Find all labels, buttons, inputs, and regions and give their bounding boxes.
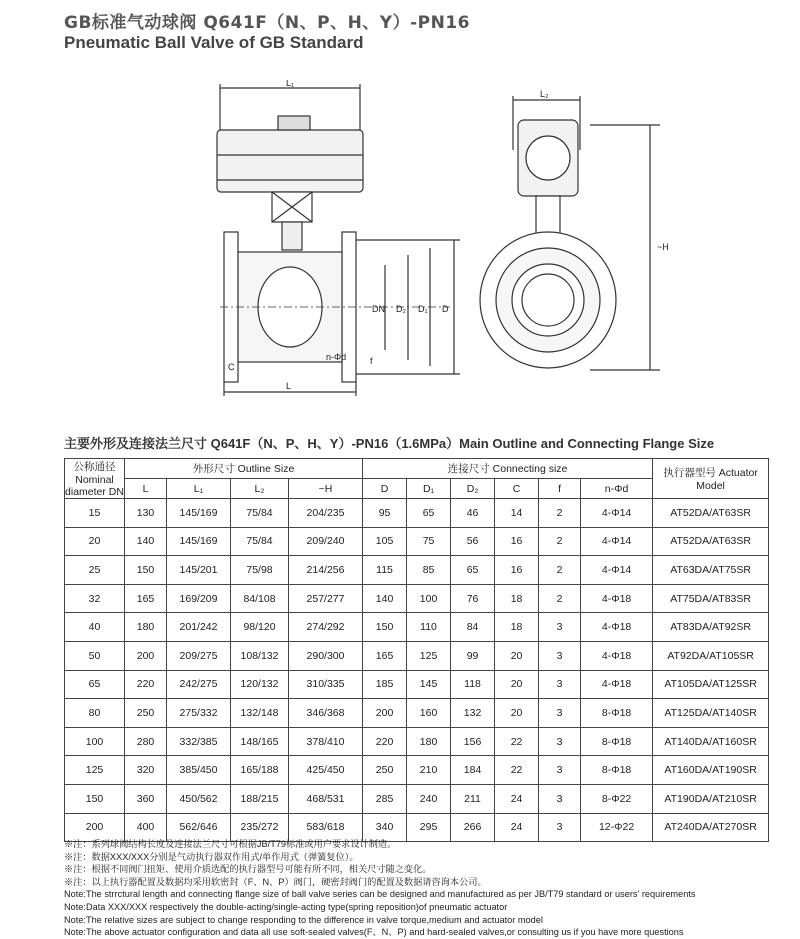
table-cell: 274/292 <box>289 613 363 642</box>
table-cell: AT140DA/AT160SR <box>653 727 769 756</box>
table-cell: 220 <box>363 727 407 756</box>
label-nd: n-Φd <box>326 352 347 362</box>
table-cell: 3 <box>539 670 581 699</box>
table-cell: 201/242 <box>167 613 231 642</box>
table-cell: 160 <box>407 699 451 728</box>
table-cell: 80 <box>65 699 125 728</box>
table-cell: 8-Φ18 <box>581 756 653 785</box>
table-cell: 285 <box>363 784 407 813</box>
note-cn-1: ※注：系列球阀结构长度及连接法兰尺寸可根据JB/T79标准或用户要求设计制造。 <box>64 839 397 849</box>
table-cell: 110 <box>407 613 451 642</box>
table-row <box>65 584 769 613</box>
table-cell: 100 <box>407 584 451 613</box>
label-l2: L₂ <box>540 89 549 99</box>
table-cell: 18 <box>495 584 539 613</box>
col-l1: L₁ <box>167 479 231 499</box>
table-cell: 360 <box>125 784 167 813</box>
table-cell: 378/410 <box>289 727 363 756</box>
table-cell: 2 <box>539 556 581 585</box>
note-cn-2: ※注：数据XXX/XXX分别是气动执行器双作用式/单作用式（弹簧复位）。 <box>64 851 359 862</box>
col-l2: L₂ <box>231 479 289 499</box>
table-cell: 200 <box>363 699 407 728</box>
table-cell: 242/275 <box>167 670 231 699</box>
col-h: ~H <box>289 479 363 499</box>
table-cell: 84 <box>451 613 495 642</box>
table-cell: 125 <box>407 641 451 670</box>
table-row <box>65 527 769 556</box>
table-cell: 24 <box>495 813 539 842</box>
table-cell: 75/84 <box>231 527 289 556</box>
label-l1: L₁ <box>286 80 295 88</box>
table-cell: 108/132 <box>231 641 289 670</box>
col-f: f <box>539 479 581 499</box>
note-en-1: Note:The strrctural length and connecting flange size of ball valve series can be designed and manufactured as per JB/T79 standard or users' requirements <box>64 889 696 900</box>
table-cell: 250 <box>125 699 167 728</box>
table-cell: 250 <box>363 756 407 785</box>
valve-drawing <box>160 80 680 398</box>
note-en-4: Note:The above actuator configuration and data all use soft-sealed valves(F、N、P) and hard-sealed valves,or consulting us if you have more questions <box>64 927 684 938</box>
table-cell: 20 <box>495 641 539 670</box>
table-cell: 209/240 <box>289 527 363 556</box>
table-cell: 132 <box>451 699 495 728</box>
table-cell: 3 <box>539 813 581 842</box>
table-cell: 145/201 <box>167 556 231 585</box>
table-cell: AT92DA/AT105SR <box>653 641 769 670</box>
table-cell: 65 <box>65 670 125 699</box>
table-cell: 400 <box>125 813 167 842</box>
table-row <box>65 699 769 728</box>
table-cell: 310/335 <box>289 670 363 699</box>
table-cell: 275/332 <box>167 699 231 728</box>
table-cell: 3 <box>539 613 581 642</box>
table-cell: 332/385 <box>167 727 231 756</box>
table-cell: 20 <box>65 527 125 556</box>
table-cell: 346/368 <box>289 699 363 728</box>
table-cell: 140 <box>125 527 167 556</box>
table-cell: AT190DA/AT210SR <box>653 784 769 813</box>
header-connecting-size: 连接尺寸 Connecting size <box>363 459 653 479</box>
table-cell: 3 <box>539 727 581 756</box>
table-cell: 165/188 <box>231 756 289 785</box>
table-cell: AT52DA/AT63SR <box>653 527 769 556</box>
col-c: C <box>495 479 539 499</box>
table-cell: 98/120 <box>231 613 289 642</box>
table-cell: 75 <box>407 527 451 556</box>
table-cell: 165 <box>363 641 407 670</box>
actuator-body <box>217 130 363 192</box>
table-cell: 340 <box>363 813 407 842</box>
table-cell: 562/646 <box>167 813 231 842</box>
table-row <box>65 756 769 785</box>
table-cell: 185 <box>363 670 407 699</box>
table-cell: 25 <box>65 556 125 585</box>
table-cell: 209/275 <box>167 641 231 670</box>
table-cell: 450/562 <box>167 784 231 813</box>
table-cell: 22 <box>495 756 539 785</box>
table-cell: 18 <box>495 613 539 642</box>
table-cell: 140 <box>363 584 407 613</box>
table-cell: 40 <box>65 613 125 642</box>
label-d1: D₁ <box>418 304 428 314</box>
table-cell: 95 <box>363 499 407 528</box>
table-cell: AT52DA/AT63SR <box>653 499 769 528</box>
table-cell: 280 <box>125 727 167 756</box>
label-h: ~H <box>657 242 669 252</box>
table-cell: 75/84 <box>231 499 289 528</box>
table-cell: 32 <box>65 584 125 613</box>
table-cell: 200 <box>65 813 125 842</box>
table-cell: 125 <box>65 756 125 785</box>
header-outline-size: 外形尺寸 Outline Size <box>125 459 363 479</box>
table-cell: AT63DA/AT75SR <box>653 556 769 585</box>
table-cell: 2 <box>539 499 581 528</box>
table-cell: AT125DA/AT140SR <box>653 699 769 728</box>
table-cell: 84/108 <box>231 584 289 613</box>
table-cell: 14 <box>495 499 539 528</box>
col-d2: D₂ <box>451 479 495 499</box>
table-cell: 320 <box>125 756 167 785</box>
table-cell: 56 <box>451 527 495 556</box>
table-cell: 132/148 <box>231 699 289 728</box>
label-c: C <box>228 362 235 372</box>
note-cn-3: ※注：根据不同阀门扭矩、使用介质选配的执行器型号可能有所不同，相关尺寸随之变化。 <box>64 864 432 875</box>
table-cell: 50 <box>65 641 125 670</box>
table-row <box>65 613 769 642</box>
table-cell: 65 <box>407 499 451 528</box>
table-cell: 204/235 <box>289 499 363 528</box>
table-row <box>65 641 769 670</box>
table-cell: 4-Φ14 <box>581 527 653 556</box>
table-cell: AT240DA/AT270SR <box>653 813 769 842</box>
table-row <box>65 727 769 756</box>
label-l: L <box>286 381 292 391</box>
table-cell: 12-Φ22 <box>581 813 653 842</box>
header-actuator-model: 执行器型号 Actuator Model <box>653 459 769 499</box>
table-row <box>65 670 769 699</box>
table-cell: 188/215 <box>231 784 289 813</box>
table-cell: 118 <box>451 670 495 699</box>
table-cell: 46 <box>451 499 495 528</box>
table-cell: 3 <box>539 699 581 728</box>
table-cell: 468/531 <box>289 784 363 813</box>
table-cell: 4-Φ18 <box>581 641 653 670</box>
table-cell: 150 <box>363 613 407 642</box>
table-cell: 385/450 <box>167 756 231 785</box>
table-cell: 4-Φ14 <box>581 499 653 528</box>
table-cell: 20 <box>495 670 539 699</box>
table-cell: 295 <box>407 813 451 842</box>
table-cell: 76 <box>451 584 495 613</box>
page-subtitle: Pneumatic Ball Valve of GB Standard <box>64 33 364 52</box>
table-cell: AT83DA/AT92SR <box>653 613 769 642</box>
table-cell: 16 <box>495 527 539 556</box>
table-cell: AT75DA/AT83SR <box>653 584 769 613</box>
table-cell: 16 <box>495 556 539 585</box>
table-cell: 184 <box>451 756 495 785</box>
col-l: L <box>125 479 167 499</box>
table-cell: 150 <box>125 556 167 585</box>
table-cell: 200 <box>125 641 167 670</box>
label-f: f <box>370 356 373 366</box>
table-row <box>65 499 769 528</box>
table-cell: 8-Φ22 <box>581 784 653 813</box>
table-cell: 3 <box>539 756 581 785</box>
col-nd: n-Φd <box>581 479 653 499</box>
table-cell: 99 <box>451 641 495 670</box>
table-cell: 4-Φ18 <box>581 584 653 613</box>
table-cell: 105 <box>363 527 407 556</box>
table-cell: 180 <box>125 613 167 642</box>
table-cell: 165 <box>125 584 167 613</box>
table-cell: AT105DA/AT125SR <box>653 670 769 699</box>
table-cell: 2 <box>539 527 581 556</box>
table-cell: 214/256 <box>289 556 363 585</box>
table-cell: 220 <box>125 670 167 699</box>
section-title: 主要外形及连接法兰尺寸 Q641F（N、P、H、Y）-PN16（1.6MPa）Main Outline and Connecting Flange Size <box>64 436 715 451</box>
table-cell: 115 <box>363 556 407 585</box>
page-title: GB标准气动球阀 Q641F（N、P、H、Y）-PN16 <box>64 13 471 33</box>
label-d2: D₂ <box>396 304 406 314</box>
table-cell: 2 <box>539 584 581 613</box>
table-cell: 75/98 <box>231 556 289 585</box>
table-cell: 148/165 <box>231 727 289 756</box>
table-cell: 4-Φ18 <box>581 613 653 642</box>
table-cell: 65 <box>451 556 495 585</box>
table-cell: 169/209 <box>167 584 231 613</box>
table-cell: 24 <box>495 784 539 813</box>
table-cell: 145/169 <box>167 499 231 528</box>
notes <box>64 838 784 939</box>
table-cell: 583/618 <box>289 813 363 842</box>
col-d1: D₁ <box>407 479 451 499</box>
table-cell: 240 <box>407 784 451 813</box>
table-cell: 85 <box>407 556 451 585</box>
table-cell: 130 <box>125 499 167 528</box>
table-cell: AT160DA/AT190SR <box>653 756 769 785</box>
table-row <box>65 556 769 585</box>
table-cell: 150 <box>65 784 125 813</box>
note-en-2: Note:Data XXX/XXX respectively the double-acting/single-acting type(spring reposition)of pneumatic actuator <box>64 901 508 912</box>
table-cell: 156 <box>451 727 495 756</box>
table-cell: 20 <box>495 699 539 728</box>
table-cell: 15 <box>65 499 125 528</box>
header-dn: 公称通径 Nominal diameter DN <box>65 459 125 499</box>
col-d: D <box>363 479 407 499</box>
note-cn-4: ※注：以上执行器配置及数据均采用软密封（F、N、P）阀门，硬密封阀门的配置及数据请咨询本公司。 <box>64 876 487 887</box>
table-cell: 180 <box>407 727 451 756</box>
note-en-3: Note:The relative sizes are subject to change responding to the difference in valve torque,medium and actuator model <box>64 914 543 925</box>
label-d: D <box>442 304 449 314</box>
label-dn: DN <box>372 304 385 314</box>
table-cell: 211 <box>451 784 495 813</box>
table-cell: 8-Φ18 <box>581 699 653 728</box>
table-cell: 3 <box>539 784 581 813</box>
table-cell: 145/169 <box>167 527 231 556</box>
table-cell: 145 <box>407 670 451 699</box>
table-cell: 4-Φ14 <box>581 556 653 585</box>
table-cell: 235/272 <box>231 813 289 842</box>
table-cell: 266 <box>451 813 495 842</box>
table-cell: 290/300 <box>289 641 363 670</box>
table-cell: 425/450 <box>289 756 363 785</box>
table-cell: 257/277 <box>289 584 363 613</box>
table-cell: 22 <box>495 727 539 756</box>
dimension-table <box>64 458 769 842</box>
table-cell: 3 <box>539 641 581 670</box>
table-cell: 120/132 <box>231 670 289 699</box>
table-cell: 210 <box>407 756 451 785</box>
table-row <box>65 784 769 813</box>
table-cell: 4-Φ18 <box>581 670 653 699</box>
table-cell: 100 <box>65 727 125 756</box>
table-cell: 8-Φ18 <box>581 727 653 756</box>
